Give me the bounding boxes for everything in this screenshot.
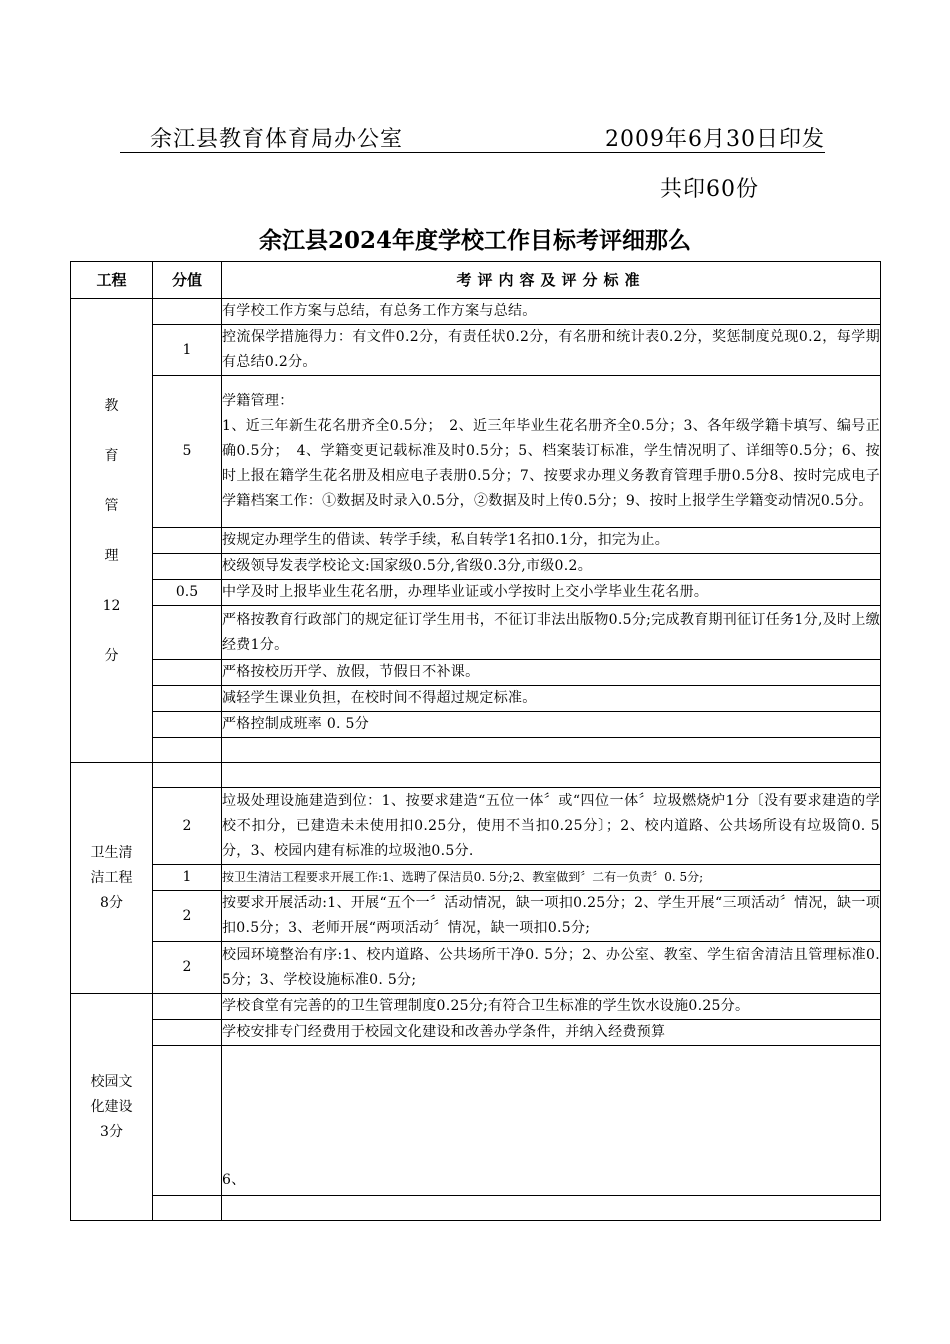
content-cell: 垃圾处理设施建造到位：1、按要求建造“五位一体〞或“四位一体〞垃圾燃烧炉1分〔没有要求建造的学校不扣分，已建造未未使用扣0.25分，使用不当扣0.25分〕；2、校内道路、公共场所设有垃圾筒0. 5分，3、校园内建有标准的垃圾池0.5分. — [222, 788, 881, 865]
score-cell — [153, 994, 222, 1020]
table-row — [71, 554, 881, 580]
table-row — [71, 580, 881, 606]
score-cell — [153, 686, 222, 712]
score-cell — [153, 1046, 222, 1196]
content-cell: 按规定办理学生的借读、转学手续，私自转学1名扣0.1分，扣完为止。 — [222, 528, 881, 554]
content-cell: 控流保学措施得力：有文件0.2分，有责任状0.2分，有名册和统计表0.2分，奖惩制度兑现0.2，每学期有总结0.2分。 — [222, 325, 881, 376]
content-cell: 学校食堂有完善的的卫生管理制度0.25分;有符合卫生标准的学生饮水设施0.25分。 — [222, 994, 881, 1020]
issuing-office: 余江县教育体育局办公室 — [150, 127, 404, 152]
table-row — [71, 1046, 881, 1196]
content-body: 1、近三年新生花名册齐全0.5分； 2、近三年毕业生花名册齐全0.5分；3、各年级学籍卡填写、编号正确0.5分； 4、学籍变更记载标准及时0.5分；5、档案装订标准，学生情况明了、详细等0.5分；6、按时上报在籍学生花名册及相应电子表册0.5分；7、按要求办理义务教育管理手册0.5分8、按时完成电子学籍档案工作：①数据及时录入0.5分，②数据及时上传0.5分；9、按时上报学生学籍变动情况0.5分。 — [222, 418, 880, 509]
table-row — [71, 325, 881, 376]
content-cell — [222, 763, 881, 788]
table-row — [71, 528, 881, 554]
score-cell: 2 — [153, 891, 222, 942]
score-cell: 1 — [153, 865, 222, 891]
score-cell — [153, 299, 222, 325]
content-cell — [222, 738, 881, 763]
score-cell — [153, 606, 222, 660]
score-cell: 2 — [153, 788, 222, 865]
document-title: 余江县2024年度学校工作目标考评细那么 — [258, 227, 691, 254]
content-cell: 减轻学生课业负担，在校时间不得超过规定标准。 — [222, 686, 881, 712]
score-cell — [153, 738, 222, 763]
evaluation-table — [70, 261, 881, 1221]
content-cell: 按要求开展活动:1、开展“五个一〞活动情况，缺一项扣0.25分；2、学生开展“三项活动〞情况，缺一项扣0.5分；3、老师开展“两项活动〞情况，缺一项扣0.5分; — [222, 891, 881, 942]
score-cell — [153, 528, 222, 554]
category-education: 教 育 管 理 12 分 — [71, 299, 153, 763]
table-row — [71, 891, 881, 942]
score-cell — [153, 763, 222, 788]
table-row — [71, 299, 881, 325]
score-cell: 2 — [153, 942, 222, 994]
header-project: 工程 — [71, 262, 153, 299]
score-cell — [153, 1196, 222, 1221]
content-cell: 严格按教育行政部门的规定征订学生用书，不征订非法出版物0.5分;完成教育期刊征订任务1分,及时上缴经费1分。 — [222, 606, 881, 660]
header-content: 考评内容及评分标准 — [222, 262, 881, 299]
content-cell: 按卫生清洁工程要求开展工作:1、选聘了保洁员0. 5分;2、教室做到〞二有一负责〞0. 5分; — [222, 865, 881, 891]
table-row — [71, 712, 881, 738]
issuance-line — [120, 122, 825, 153]
content-cell: 校园环境整治有序:1、校内道路、公共场所干净0. 5分；2、办公室、教室、学生宿舍清洁且管理标准0. 5分；3、学校设施标准0. 5分; — [222, 942, 881, 994]
content-heading: 学籍管理： — [222, 393, 294, 409]
score-cell: 0.5 — [153, 580, 222, 606]
table-row — [71, 763, 881, 788]
table-row — [71, 942, 881, 994]
table-row — [71, 686, 881, 712]
table-row — [71, 606, 881, 660]
score-cell — [153, 554, 222, 580]
table-header-row — [71, 262, 881, 299]
content-cell: 有学校工作方案与总结，有总务工作方案与总结。 — [222, 299, 881, 325]
content-cell: 中学及时上报毕业生花名册，办理毕业证或小学按时上交小学毕业生花名册。 — [222, 580, 881, 606]
score-cell — [153, 660, 222, 686]
table-row — [71, 376, 881, 528]
content-cell: 严格控制成班率 0. 5分 — [222, 712, 881, 738]
copies-count: 共印60份 — [660, 177, 759, 202]
table-row — [71, 1020, 881, 1046]
table-row — [71, 788, 881, 865]
table-row — [71, 738, 881, 763]
score-cell: 1 — [153, 325, 222, 376]
content-cell: 6、 — [222, 1046, 881, 1196]
content-cell — [222, 1196, 881, 1221]
category-hygiene: 卫生清 洁工程 8分 — [71, 763, 153, 994]
content-cell: 学校安排专门经费用于校园文化建设和改善办学条件，并纳入经费预算 — [222, 1020, 881, 1046]
content-cell: 校级领导发表学校论文:国家级0.5分,省级0.3分,市级0.2。 — [222, 554, 881, 580]
print-date: 2009年6月30日印发 — [605, 127, 825, 152]
table-row — [71, 1196, 881, 1221]
content-cell — [222, 376, 881, 528]
table-row — [71, 994, 881, 1020]
content-cell: 严格按校历开学、放假，节假日不补课。 — [222, 660, 881, 686]
table-row — [71, 865, 881, 891]
score-cell — [153, 1020, 222, 1046]
category-culture: 校园文 化建设 3分 — [71, 994, 153, 1221]
score-cell — [153, 712, 222, 738]
table-row — [71, 660, 881, 686]
score-cell: 5 — [153, 376, 222, 528]
header-score: 分值 — [153, 262, 222, 299]
